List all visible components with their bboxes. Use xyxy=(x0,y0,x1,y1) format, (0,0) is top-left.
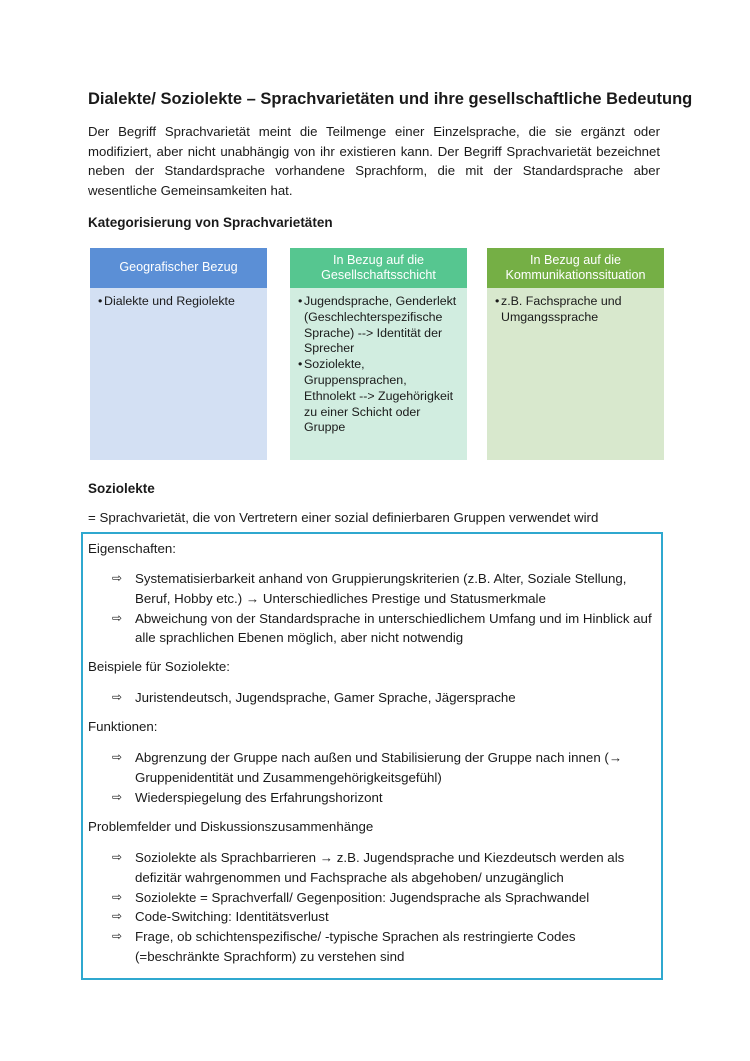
soziolekte-definition: = Sprachvarietät, die von Vertretern einer sozial definierbaren Gruppen verwendet wird xyxy=(88,510,599,525)
arrow-right-icon: ⇨ xyxy=(112,690,123,704)
section-list-beispiele xyxy=(112,688,657,708)
arrow-right-icon: ⇨ xyxy=(112,929,123,944)
section-list-funktionen xyxy=(112,748,657,807)
arrow-right-icon: ⇨ xyxy=(112,889,123,904)
arrow-right-icon: ⇨ xyxy=(112,750,123,764)
category-box-header xyxy=(290,248,467,288)
category-box-body xyxy=(487,288,664,460)
category-box-header-line: Kommunikationssituation xyxy=(505,268,646,282)
list-item: ⇨ Frage, ob schichtenspezifische/ -typische Sprachen als restringierte Codes (=beschränkte Sprachform) zu verstehen sind xyxy=(112,929,576,964)
category-box-header-line: In Bezug auf die xyxy=(332,252,425,267)
list-item: ⇨ Wiederspiegelung des Erfahrungshorizont xyxy=(112,788,657,808)
category-box-header xyxy=(90,248,267,288)
category-box-body xyxy=(90,288,267,460)
arrow-right-icon: ⇨ xyxy=(112,571,123,585)
category-box-communication xyxy=(487,248,664,460)
category-box-header xyxy=(487,248,664,288)
category-box-social-class xyxy=(290,248,467,460)
category-box-geographic xyxy=(90,248,267,460)
arrow-right-icon: ⇨ xyxy=(112,610,123,625)
arrow-right-icon: ⇨ xyxy=(112,850,123,864)
section-label-problemfelder: Problemfelder und Diskussionszusammenhänge xyxy=(88,819,374,834)
soziolekte-heading: Soziolekte xyxy=(88,481,155,496)
section-list-problemfelder xyxy=(112,848,657,967)
intro-paragraph: Der Begriff Sprachvarietät meint die Teilmenge einer Einzelsprache, die sie ergänzt oder modifiziert, aber nicht unabhängig von ihr existieren kann. Der Begriff Sprachvarietät bezeichnet neben der Standardsprache vorhandene Sprachform, die mit der Standardsprache aber wesentliche Gemeinsamkeiten hat. xyxy=(88,124,660,198)
category-item: • Jugendsprache, Genderlekt (Geschlechterspezifische Sprache) --> Identität der Sprecher xyxy=(298,294,459,357)
list-item: ⇨ Abweichung von der Standardsprache in unterschiedlichem Umfang und im Hinblick auf alle sprachlichen Ebenen möglich, aber nicht notwendig xyxy=(112,610,652,646)
category-item: • Dialekte und Regiolekte xyxy=(98,294,259,310)
category-item: • Soziolekte, Gruppensprachen, Ethnolekt --> Zugehörigkeit zu einer Schicht oder Gruppe xyxy=(298,357,459,436)
category-box-header-line: Geografischer Bezug xyxy=(119,260,238,275)
section-list-eigenschaften xyxy=(112,569,657,648)
section-label-eigenschaften: Eigenschaften: xyxy=(88,541,176,556)
arrow-right-icon: ⇨ xyxy=(112,789,123,804)
list-item: ⇨ Soziolekte = Sprachverfall/ Gegenposition: Jugendsprache als Sprachwandel xyxy=(112,888,657,908)
list-item: ⇨ Abgrenzung der Gruppe nach außen und Stabilisierung der Gruppe nach innen (→ Gruppenidentität und Zusammengehörigkeitsgefühl) xyxy=(112,750,623,785)
arrow-right-icon: ⇨ xyxy=(112,909,123,924)
list-item: ⇨ Systematisierbarkeit anhand von Gruppierungskriterien (z.B. Alter, Soziale Stellung, Beruf, Hobby etc.) → Unterschiedliches Prestige und Statusmerkmale xyxy=(112,571,627,606)
category-box-header-line: Gesellschaftsschicht xyxy=(321,268,436,282)
category-box-body xyxy=(290,288,467,460)
section-label-funktionen: Funktionen: xyxy=(88,719,158,734)
list-item: ⇨ Juristendeutsch, Jugendsprache, Gamer Sprache, Jägersprache xyxy=(112,688,657,708)
section-label-beispiele: Beispiele für Soziolekte: xyxy=(88,659,230,674)
category-box-header-line: In Bezug auf die xyxy=(529,252,622,267)
list-item: ⇨ Code-Switching: Identitätsverlust xyxy=(112,907,657,927)
document-title: Dialekte/ Soziolekte – Sprachvarietäten und ihre gesellschaftliche Bedeutung xyxy=(88,90,693,108)
category-item: • z.B. Fachsprache und Umgangssprache xyxy=(495,294,656,326)
list-item: ⇨ Soziolekte als Sprachbarrieren → z.B. Jugendsprache und Kiezdeutsch werden als defizitär wahrgenommen und Fachsprache als abgehoben/ unzugänglich xyxy=(112,850,625,885)
categories-heading: Kategorisierung von Sprachvarietäten xyxy=(88,215,333,230)
